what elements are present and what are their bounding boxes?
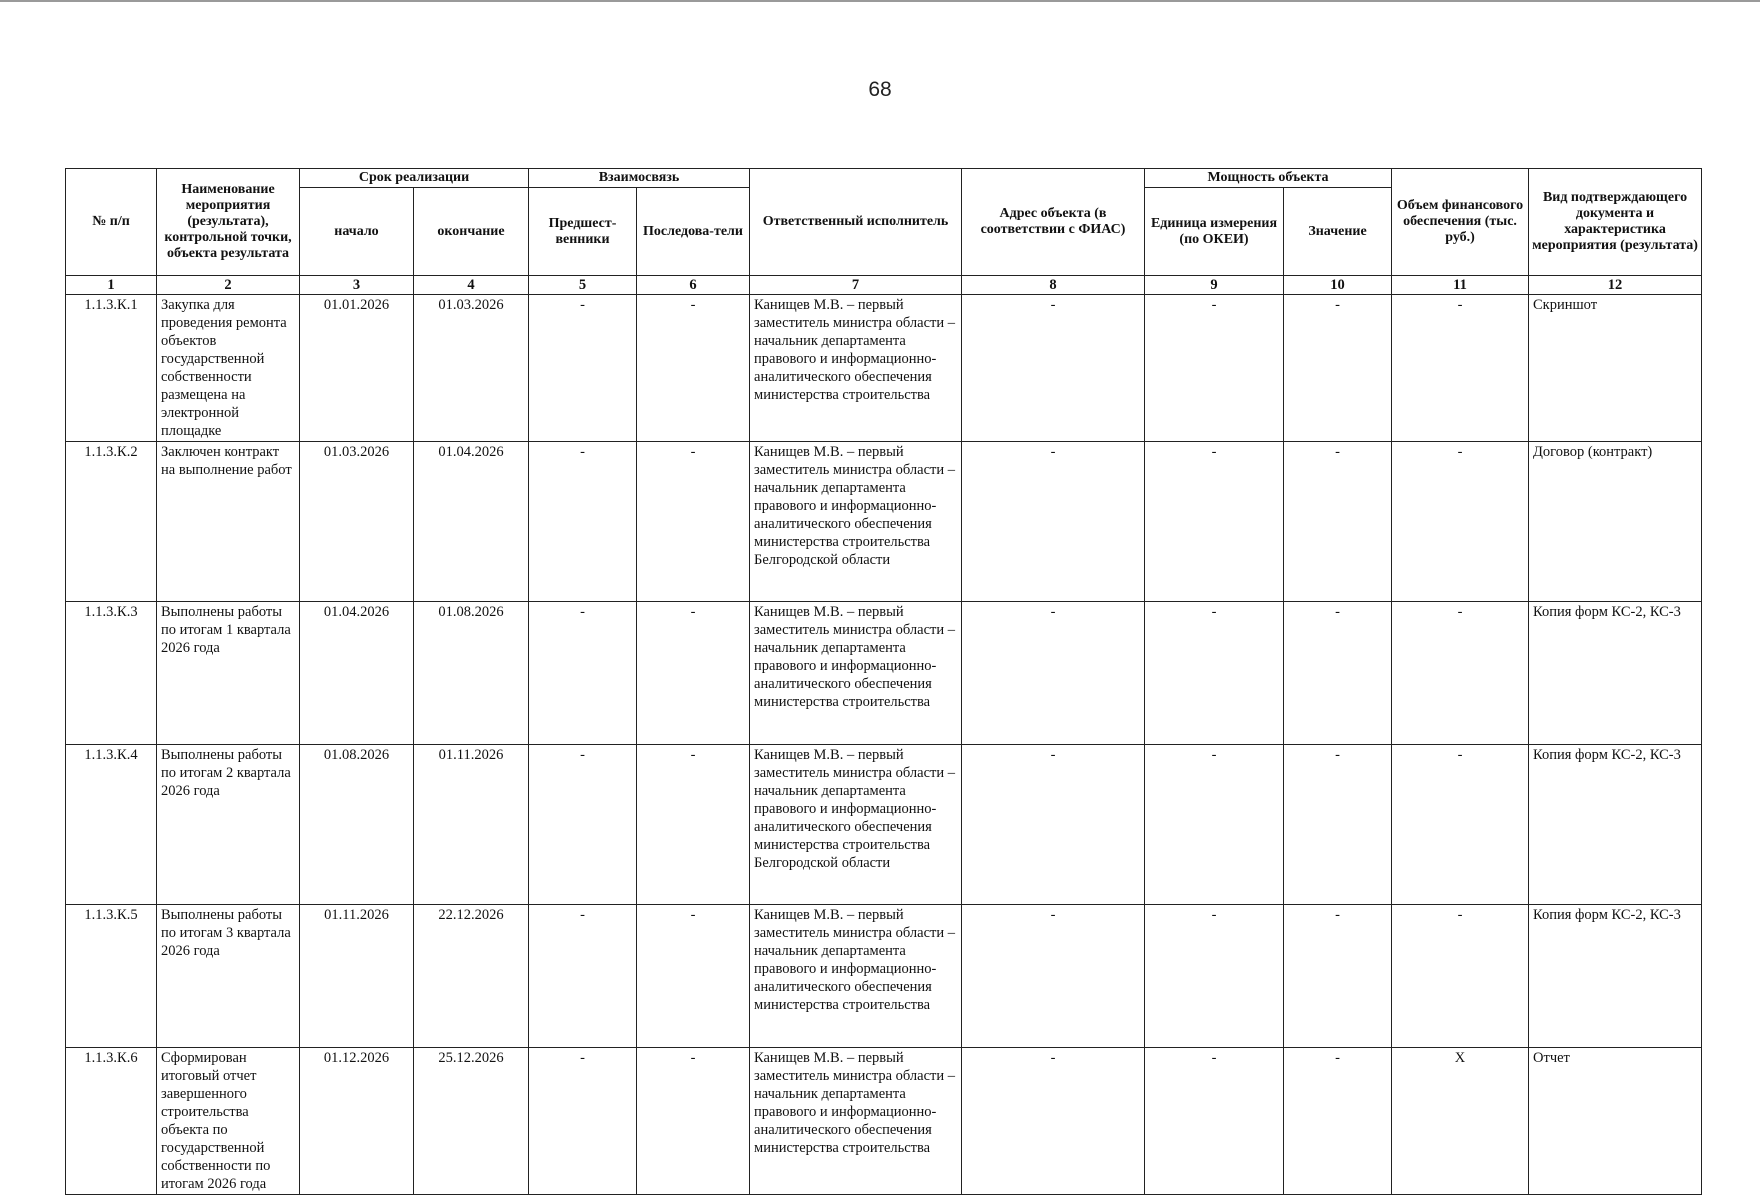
row-value: - bbox=[1284, 905, 1392, 1048]
row-responsible: Канищев М.В. – первый заместитель министра области – начальник департамента правового и информационно-аналитического обеспечения министерства строительства bbox=[750, 295, 962, 442]
row-predecessors: - bbox=[529, 442, 637, 602]
row-name: Сформирован итоговый отчет завершенного строительства объекта по государственной собственности по итогам 2026 года bbox=[157, 1048, 300, 1195]
row-value: - bbox=[1284, 745, 1392, 905]
row-address: - bbox=[962, 442, 1145, 602]
row-funding: - bbox=[1392, 905, 1529, 1048]
row-name: Заключен контракт на выполнение работ bbox=[157, 442, 300, 602]
row-end-date: 01.04.2026 bbox=[414, 442, 529, 602]
column-number: 8 bbox=[962, 276, 1145, 295]
row-name: Закупка для проведения ремонта объектов государственной собственности размещена на электронной площадке bbox=[157, 295, 300, 442]
row-number: 1.1.3.К.5 bbox=[66, 905, 157, 1048]
row-name: Выполнены работы по итогам 2 квартала 2026 года bbox=[157, 745, 300, 905]
row-number: 1.1.3.К.3 bbox=[66, 602, 157, 745]
row-funding: - bbox=[1392, 295, 1529, 442]
header-predecessors: Предшест-венники bbox=[529, 188, 637, 276]
row-number: 1.1.3.К.6 bbox=[66, 1048, 157, 1195]
header-capacity: Мощность объекта bbox=[1145, 169, 1392, 188]
row-unit: - bbox=[1145, 295, 1284, 442]
row-address: - bbox=[962, 905, 1145, 1048]
row-address: - bbox=[962, 745, 1145, 905]
row-doc-type: Копия форм КС-2, КС-3 bbox=[1529, 602, 1702, 745]
row-start-date: 01.08.2026 bbox=[300, 745, 414, 905]
column-number: 5 bbox=[529, 276, 637, 295]
column-number: 1 bbox=[66, 276, 157, 295]
row-start-date: 01.11.2026 bbox=[300, 905, 414, 1048]
row-predecessors: - bbox=[529, 745, 637, 905]
row-address: - bbox=[962, 602, 1145, 745]
header-start: начало bbox=[300, 188, 414, 276]
implementation-plan-table bbox=[65, 168, 1702, 1195]
table-row bbox=[66, 295, 1702, 442]
row-funding: - bbox=[1392, 745, 1529, 905]
row-funding: - bbox=[1392, 602, 1529, 745]
column-number: 10 bbox=[1284, 276, 1392, 295]
row-predecessors: - bbox=[529, 1048, 637, 1195]
row-predecessors: - bbox=[529, 602, 637, 745]
table-row bbox=[66, 1048, 1702, 1195]
row-unit: - bbox=[1145, 442, 1284, 602]
row-end-date: 22.12.2026 bbox=[414, 905, 529, 1048]
header-period: Срок реализации bbox=[300, 169, 529, 188]
row-value: - bbox=[1284, 602, 1392, 745]
row-number: 1.1.3.К.4 bbox=[66, 745, 157, 905]
header-responsible: Ответственный исполнитель bbox=[750, 169, 962, 276]
page-number: 68 bbox=[868, 78, 892, 101]
row-start-date: 01.04.2026 bbox=[300, 602, 414, 745]
column-number: 11 bbox=[1392, 276, 1529, 295]
header-relation: Взаимосвязь bbox=[529, 169, 750, 188]
row-successors: - bbox=[637, 295, 750, 442]
row-name: Выполнены работы по итогам 3 квартала 2026 года bbox=[157, 905, 300, 1048]
row-start-date: 01.03.2026 bbox=[300, 442, 414, 602]
table-row bbox=[66, 905, 1702, 1048]
row-unit: - bbox=[1145, 1048, 1284, 1195]
row-funding: X bbox=[1392, 1048, 1529, 1195]
header-name: Наименование мероприятия (результата), контрольной точки, объекта результата bbox=[157, 169, 300, 276]
row-predecessors: - bbox=[529, 905, 637, 1048]
column-number: 4 bbox=[414, 276, 529, 295]
table-row bbox=[66, 602, 1702, 745]
column-number: 7 bbox=[750, 276, 962, 295]
header-doc-type: Вид подтверждающего документа и характеристика мероприятия (результата) bbox=[1529, 169, 1702, 276]
column-number: 6 bbox=[637, 276, 750, 295]
table-row bbox=[66, 745, 1702, 905]
column-number: 9 bbox=[1145, 276, 1284, 295]
row-doc-type: Договор (контракт) bbox=[1529, 442, 1702, 602]
row-doc-type: Копия форм КС-2, КС-3 bbox=[1529, 745, 1702, 905]
row-value: - bbox=[1284, 442, 1392, 602]
row-responsible: Канищев М.В. – первый заместитель министра области – начальник департамента правового и информационно-аналитического обеспечения министерства строительства bbox=[750, 1048, 962, 1195]
row-successors: - bbox=[637, 745, 750, 905]
row-doc-type: Скриншот bbox=[1529, 295, 1702, 442]
row-unit: - bbox=[1145, 745, 1284, 905]
row-doc-type: Копия форм КС-2, КС-3 bbox=[1529, 905, 1702, 1048]
row-unit: - bbox=[1145, 905, 1284, 1048]
header-end: окончание bbox=[414, 188, 529, 276]
row-successors: - bbox=[637, 905, 750, 1048]
row-number: 1.1.3.К.1 bbox=[66, 295, 157, 442]
row-successors: - bbox=[637, 1048, 750, 1195]
row-end-date: 01.11.2026 bbox=[414, 745, 529, 905]
column-number: 2 bbox=[157, 276, 300, 295]
row-end-date: 01.03.2026 bbox=[414, 295, 529, 442]
header-num: № п/п bbox=[66, 169, 157, 276]
row-responsible: Канищев М.В. – первый заместитель министра области – начальник департамента правового и информационно-аналитического обеспечения министерства строительства Белгородской области bbox=[750, 442, 962, 602]
row-doc-type: Отчет bbox=[1529, 1048, 1702, 1195]
scan-edge-line bbox=[0, 0, 1760, 2]
row-address: - bbox=[962, 1048, 1145, 1195]
row-end-date: 25.12.2026 bbox=[414, 1048, 529, 1195]
row-unit: - bbox=[1145, 602, 1284, 745]
header-successors: Последова-тели bbox=[637, 188, 750, 276]
row-successors: - bbox=[637, 442, 750, 602]
row-name: Выполнены работы по итогам 1 квартала 2026 года bbox=[157, 602, 300, 745]
row-funding: - bbox=[1392, 442, 1529, 602]
column-number-row bbox=[66, 276, 1702, 295]
row-responsible: Канищев М.В. – первый заместитель министра области – начальник департамента правового и информационно-аналитического обеспечения министерства строительства bbox=[750, 602, 962, 745]
row-value: - bbox=[1284, 295, 1392, 442]
row-successors: - bbox=[637, 602, 750, 745]
row-responsible: Канищев М.В. – первый заместитель министра области – начальник департамента правового и информационно-аналитического обеспечения министерства строительства bbox=[750, 905, 962, 1048]
header-row-top bbox=[66, 169, 1702, 188]
row-end-date: 01.08.2026 bbox=[414, 602, 529, 745]
row-start-date: 01.01.2026 bbox=[300, 295, 414, 442]
row-responsible: Канищев М.В. – первый заместитель министра области – начальник департамента правового и информационно-аналитического обеспечения министерства строительства Белгородской области bbox=[750, 745, 962, 905]
column-number: 3 bbox=[300, 276, 414, 295]
row-value: - bbox=[1284, 1048, 1392, 1195]
header-unit: Единица измерения (по ОКЕИ) bbox=[1145, 188, 1284, 276]
column-number: 12 bbox=[1529, 276, 1702, 295]
header-funding: Объем финансового обеспечения (тыс. руб.) bbox=[1392, 169, 1529, 276]
header-address: Адрес объекта (в соответствии с ФИАС) bbox=[962, 169, 1145, 276]
row-start-date: 01.12.2026 bbox=[300, 1048, 414, 1195]
row-predecessors: - bbox=[529, 295, 637, 442]
table-row bbox=[66, 442, 1702, 602]
row-number: 1.1.3.К.2 bbox=[66, 442, 157, 602]
header-value: Значение bbox=[1284, 188, 1392, 276]
row-address: - bbox=[962, 295, 1145, 442]
